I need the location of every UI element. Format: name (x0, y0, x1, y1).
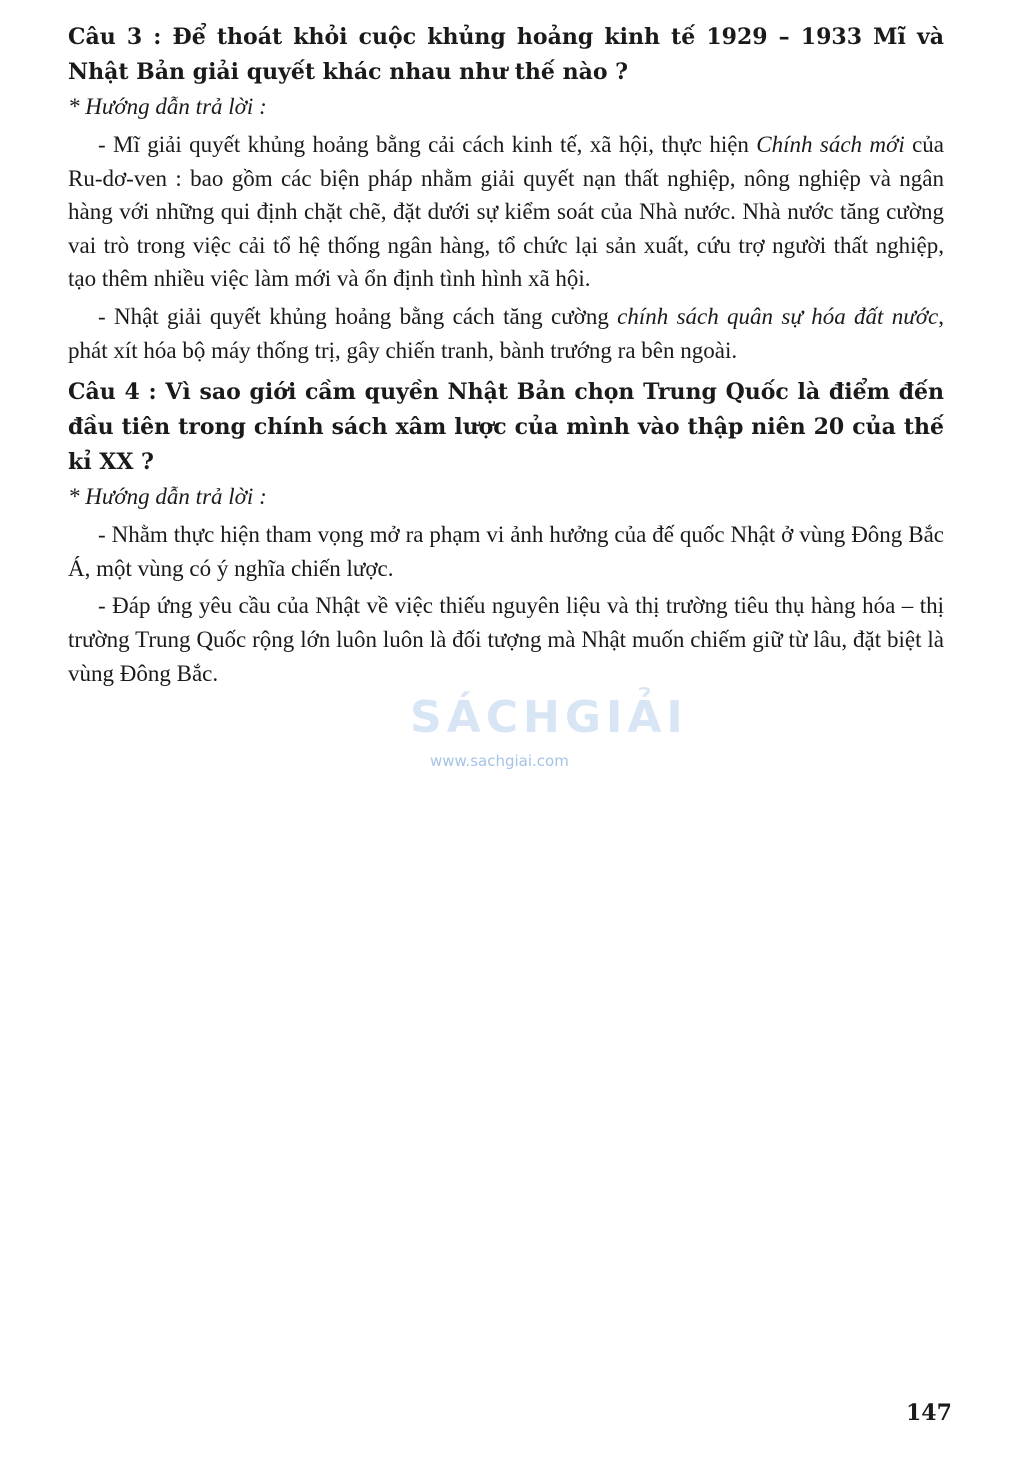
watermark (410, 688, 688, 788)
page-number: 147 (906, 1400, 952, 1426)
question-4-heading: Câu 4 : Vì sao giới cầm quyền Nhật Bản chọn Trung Quốc là điểm đến đầu tiên trong chính sách xâm lược của mình vào thập niên 20 của thế kỉ XX ? (68, 379, 944, 476)
question-4-guide-label: * Hướng dẫn trả lời : (68, 484, 267, 510)
answer-text: - Mĩ giải quyết khủng hoảng bằng cải cách kinh tế, xã hội, thực hiện (98, 132, 757, 157)
question-3-answer-usa (68, 128, 944, 296)
question-3-answer-japan (68, 300, 944, 367)
answer-text: - Nhật giải quyết khủng hoảng bằng cách tăng cường (98, 303, 618, 329)
answer-emphasis: Chính sách mới (756, 132, 905, 157)
question-3-heading: Câu 3 : Để thoát khỏi cuộc khủng hoảng kinh tế 1929 – 1933 Mĩ và Nhật Bản giải quyết khác nhau như thế nào ? (68, 24, 944, 85)
answer-emphasis: chính sách quân sự hóa đất nước (617, 303, 939, 329)
page-content (68, 20, 944, 690)
watermark-logo: SÁCHGIẢI (410, 692, 688, 743)
watermark-url: www.sachgiai.com (430, 752, 569, 770)
question-3-guide-label: * Hướng dẫn trả lời : (68, 94, 267, 119)
question-4-answer-1: - Nhằm thực hiện tham vọng mở ra phạm vi ảnh hưởng của đế quốc Nhật ở vùng Đông Bắc Á, một vùng có ý nghĩa chiến lược. (68, 522, 944, 581)
answer-text: , phát xít hóa bộ máy thống trị, gây chiến tranh, bành trướng ra bên ngoài. (68, 303, 945, 363)
answer-text: của Ru-dơ-ven : bao gồm các biện pháp nhằm giải quyết nạn thất nghiệp, nông nghiệp và ngân hàng với những qui định chặt chẽ, đặt dưới sự kiểm soát của Nhà nước. Nhà nước tăng cường vai trò trong việc cải tổ hệ thống ngân hàng, tổ chức lại sản xuất, cứu trợ người thất nghiệp, tạo thêm nhiều việc làm mới và ổn định tình hình xã hội. (68, 132, 945, 292)
question-4-answer-2: - Đáp ứng yêu cầu của Nhật về việc thiếu nguyên liệu và thị trường tiêu thụ hàng hóa – thị trường Trung Quốc rộng lớn luôn luôn là đối tượng mà Nhật muốn chiếm giữ từ lâu, đặt biệt là vùng Đông Bắc. (68, 593, 944, 686)
